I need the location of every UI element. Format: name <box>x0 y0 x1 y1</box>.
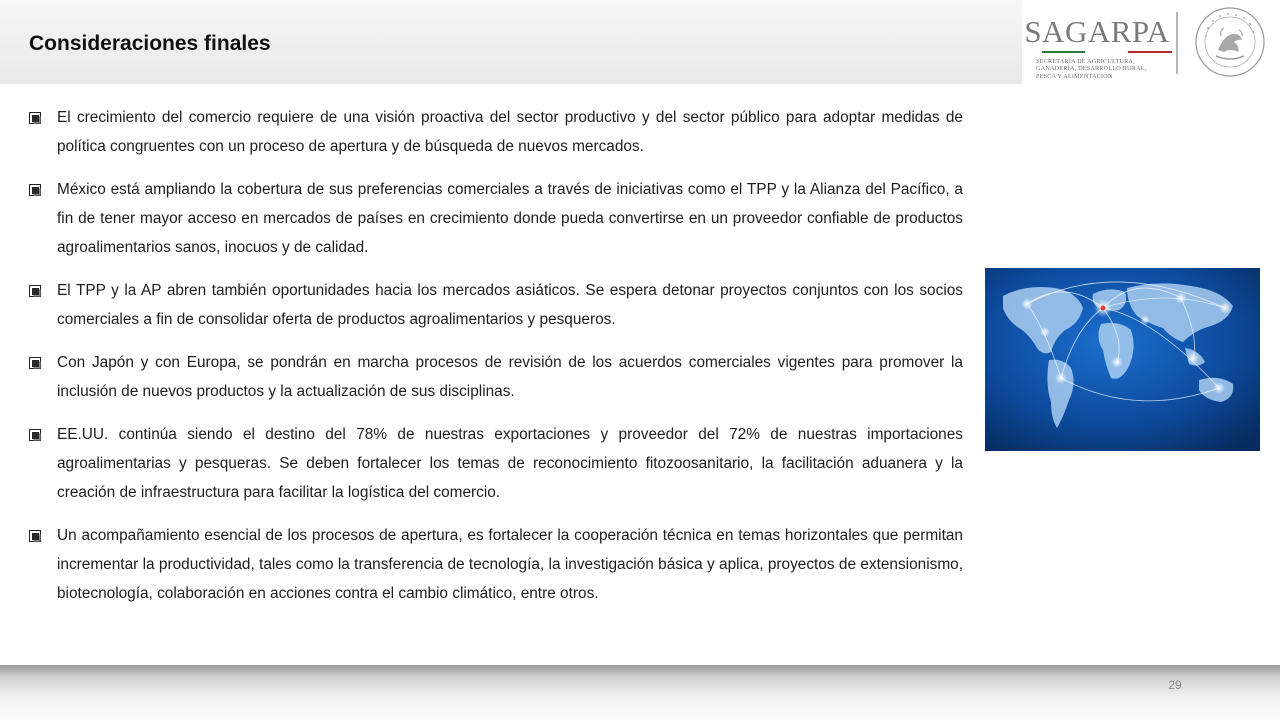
list-item-text: Con Japón y con Europa, se pondrán en marcha procesos de revisión de los acuerdos comerciales vigentes para promover la inclusión de nuevos productos y la actualización de sus disciplinas. <box>57 354 963 400</box>
list-item-text: EE.UU. continúa siendo el destino del 78% de nuestras exportaciones y proveedor del 72% de nuestras importaciones agroalimentarias y pesqueras. Se deben fortalecer los temas de reconocimiento fitozoosanitario, la facilitación aduanera y la creación de infraestructura para facilitar la logística del comercio. <box>57 426 963 501</box>
logo-subtitle-line: GANADERÍA, DESARROLLO RURAL, <box>1036 65 1147 73</box>
page-number: 29 <box>1168 678 1182 692</box>
world-network-map-image <box>985 268 1260 451</box>
logo-separator <box>1176 12 1178 74</box>
list-item-text: México está ampliando la cobertura de sus preferencias comerciales a través de iniciativas como el TPP y la Alianza del Pacífico, a fin de tener mayor acceso en mercados de países en crecimiento donde pueda convertirse en un proveedor confiable de productos agroalimentarios sanos, inocuos y de calidad. <box>57 181 963 256</box>
list-item <box>29 175 963 262</box>
logo-tricolor-line <box>1042 51 1172 53</box>
checkbox-square-icon <box>29 357 41 369</box>
national-seal-icon <box>1194 6 1266 78</box>
list-item-text: Un acompañamiento esencial de los procesos de apertura, es fortalecer la cooperación técnica en temas horizontales que permitan incrementar la productividad, tales como la transferencia de tecnología, la investigación básica y aplica, proyectos de extensionismo, biotecnología, colaboración en acciones contra el cambio climático, entre otros. <box>57 527 963 602</box>
bullet-list <box>29 103 963 622</box>
list-item-text: El TPP y la AP abren también oportunidades hacia los mercados asiáticos. Se espera detonar proyectos conjuntos con los socios comerciales a fin de consolidar oferta de productos agroalimentarios y pesqueros. <box>57 282 963 328</box>
logo-subtitle-line: SECRETARÍA DE AGRICULTURA, <box>1036 58 1135 65</box>
slide-footer <box>0 665 1280 720</box>
slide-header <box>0 0 1022 84</box>
checkbox-square-icon <box>29 429 41 441</box>
logo-subtitle <box>1036 58 1176 80</box>
slide-title: Consideraciones finales <box>29 32 271 55</box>
logo-subtitle-line: PESCA Y ALIMENTACIÓN <box>1036 72 1113 80</box>
list-item <box>29 348 963 406</box>
list-item-text: El crecimiento del comercio requiere de una visión proactiva del sector productivo y del sector público para adoptar medidas de política congruentes con un proceso de apertura y de búsqueda de nuevos mercados. <box>57 109 963 155</box>
world-map-icon <box>985 268 1260 451</box>
checkbox-square-icon <box>29 184 41 196</box>
logo-wordmark: SAGARPA <box>1024 14 1170 49</box>
list-item <box>29 276 963 334</box>
list-item <box>29 103 963 161</box>
checkbox-square-icon <box>29 285 41 297</box>
sagarpa-logo <box>1022 0 1280 84</box>
list-item <box>29 420 963 507</box>
checkbox-square-icon <box>29 530 41 542</box>
checkbox-square-icon <box>29 112 41 124</box>
list-item <box>29 521 963 608</box>
